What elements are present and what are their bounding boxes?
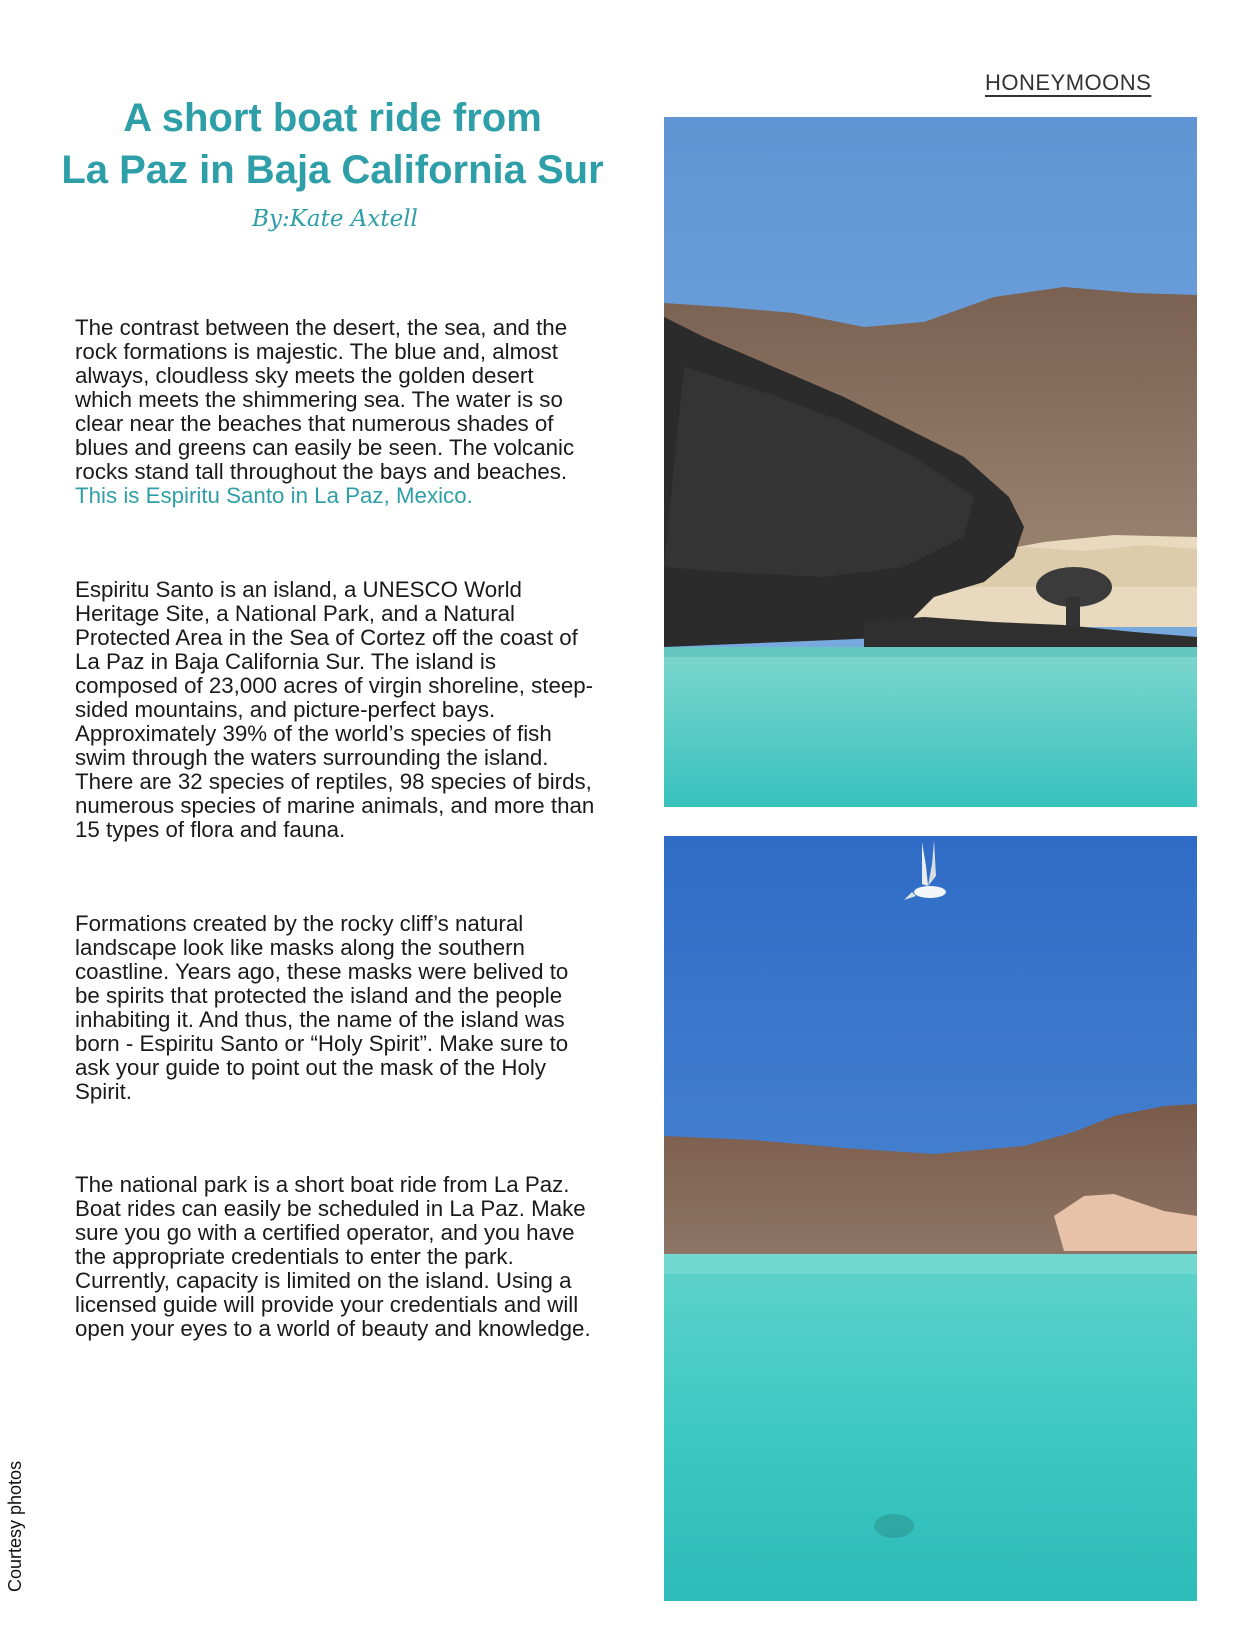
photo-rock-formation-image	[664, 117, 1197, 807]
photo-credit: Courtesy photos	[5, 1460, 25, 1592]
title-line-2: La Paz in Baja California Sur	[61, 148, 604, 192]
section-tag: HONEYMOONS	[985, 70, 1152, 95]
paragraph-1	[75, 316, 595, 508]
paragraph-4: The national park is a short boat ride from La Paz. Boat rides can easily be scheduled in La Paz. Make sure you go with a certified operator, and you have the appropriate credentials to enter the park. Currently, capacity is limited on the island. Using a licensed guide will provide your credentials and will open your eyes to a world of beauty and knowledge.	[75, 1172, 591, 1341]
article-title	[20, 92, 645, 196]
photo-rock-formation	[664, 117, 1197, 807]
paragraph-1-text: The contrast between the desert, the sea, and the rock formations is majestic. The blue and, almost always, cloudless sky meets the golden desert which meets the shimmering sea. The water is so clear near the beaches that numerous shades of blues and greens can easily be seen. The volcanic rocks stand tall throughout the bays and beaches.	[75, 315, 575, 484]
byline: By:Kate Axtell	[252, 206, 418, 232]
paragraph-1-highlight: This is Espiritu Santo in La Paz, Mexico.	[75, 483, 473, 508]
paragraph-3: Formations created by the rocky cliff’s natural landscape look like masks along the southern coastline. Years ago, these masks were belived to be spirits that protected the island and the people inhabiting it. And thus, the name of the island was born - Espiritu Santo or “Holy Spirit”. Make sure to ask your guide to point out the mask of the Holy Spirit.	[75, 911, 569, 1104]
title-line-1: A short boat ride from	[123, 96, 542, 140]
paragraph-2: Espiritu Santo is an island, a UNESCO World Heritage Site, a National Park, and a Natural Protected Area in the Sea of Cortez off the coast of La Paz in Baja California Sur. The island is composed of 23,000 acres of virgin shoreline, steep-sided mountains, and picture-perfect bays. Approximately 39% of the world’s species of fish swim through the waters surrounding the island. There are 32 species of reptiles, 98 species of birds, numerous species of marine animals, and more than 15 types of flora and fauna.	[75, 577, 595, 842]
photo-bird-over-bay	[664, 836, 1197, 1601]
photo-bird-over-bay-image	[664, 836, 1197, 1601]
